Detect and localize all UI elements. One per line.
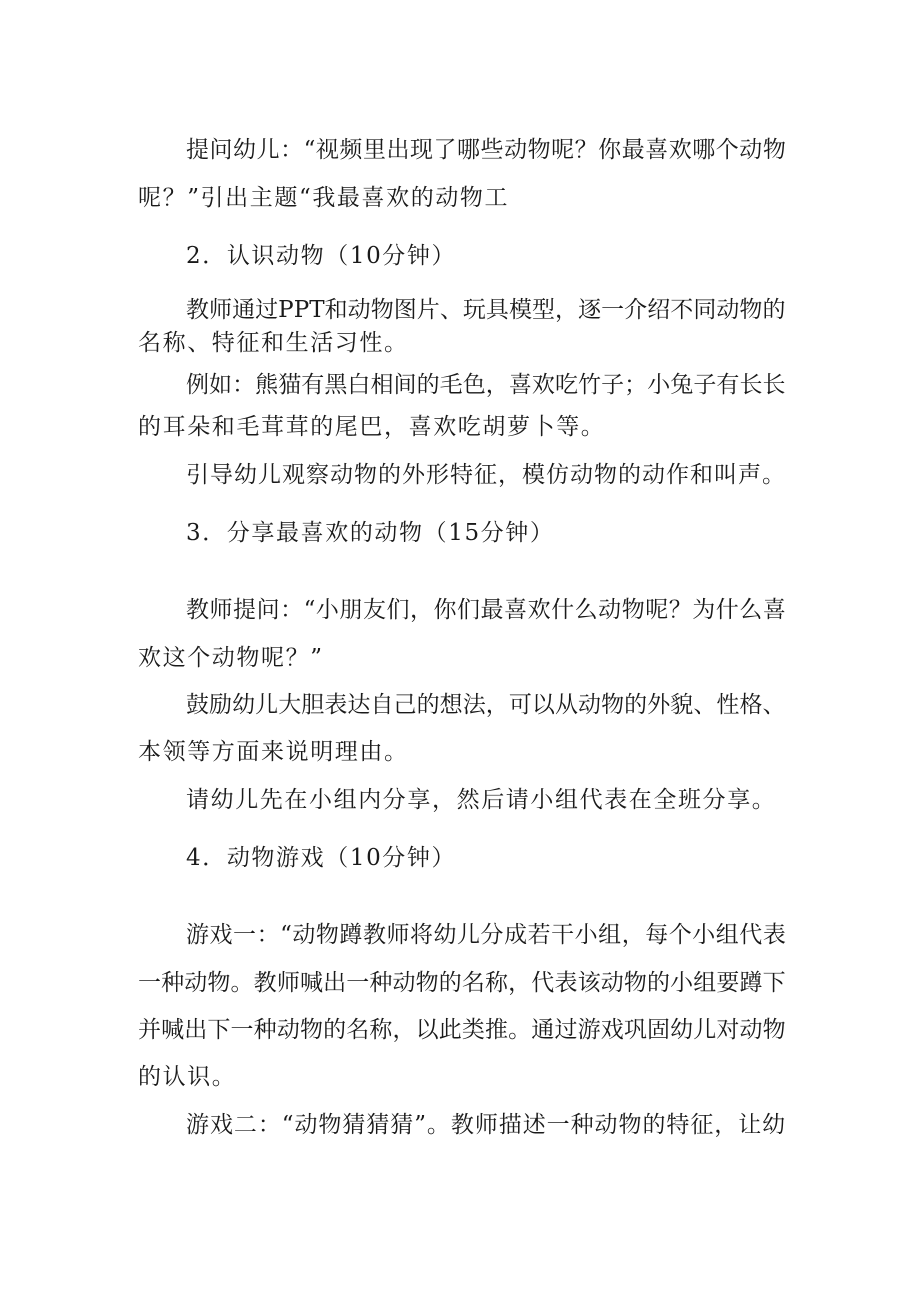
section-heading-3: 3．分享最喜欢的动物（15分钟） bbox=[186, 520, 555, 546]
paragraph-line: 并喊出下一种动物的名称，以此类推。通过游戏巩固幼儿对动物 bbox=[138, 1017, 786, 1043]
paragraph-line: 游戏一：“动物蹲教师将幼儿分成若干小组，每个小组代表 bbox=[186, 922, 787, 948]
paragraph-line: 引导幼儿观察动物的外形特征，模仿动物的动作和叫声。 bbox=[186, 462, 786, 488]
section-heading-2: 2．认识动物（10分钟） bbox=[186, 243, 457, 269]
paragraph-line: 提问幼儿：“视频里出现了哪些动物呢？你最喜欢哪个动物 bbox=[186, 137, 787, 163]
paragraph-line: 教师通过PPT和动物图片、玩具模型，逐一介绍不同动物的 bbox=[186, 297, 786, 323]
paragraph-line: 教师提问：“小朋友们，你们最喜欢什么动物呢？为什么喜 bbox=[186, 597, 787, 623]
paragraph-line: 欢这个动物呢？” bbox=[138, 645, 324, 671]
paragraph-line: 一种动物。教师喊出一种动物的名称，代表该动物的小组要蹲下 bbox=[138, 970, 786, 996]
paragraph-line: 本领等方面来说明理由。 bbox=[138, 739, 409, 765]
paragraph-line: 名称、特征和生活习性。 bbox=[138, 330, 409, 356]
paragraph-line: 请幼儿先在小组内分享，然后请小组代表在全班分享。 bbox=[186, 787, 777, 813]
paragraph-line: 游戏二：“动物猜猜猜”。教师描述一种动物的特征，让幼 bbox=[186, 1112, 787, 1138]
paragraph-line: 鼓励幼儿大胆表达自己的想法，可以从动物的外貌、性格、 bbox=[186, 692, 786, 718]
section-heading-4: 4．动物游戏（10分钟） bbox=[186, 845, 457, 871]
paragraph-line: 例如：熊猫有黑白相间的毛色，喜欢吃竹子；小兔子有长长 bbox=[186, 372, 786, 398]
paragraph-line: 的耳朵和毛茸茸的尾巴，喜欢吃胡萝卜等。 bbox=[138, 414, 606, 440]
paragraph-line: 呢？”引出主题“我最喜欢的动物工 bbox=[138, 185, 510, 211]
paragraph-line: 的认识。 bbox=[138, 1064, 237, 1090]
